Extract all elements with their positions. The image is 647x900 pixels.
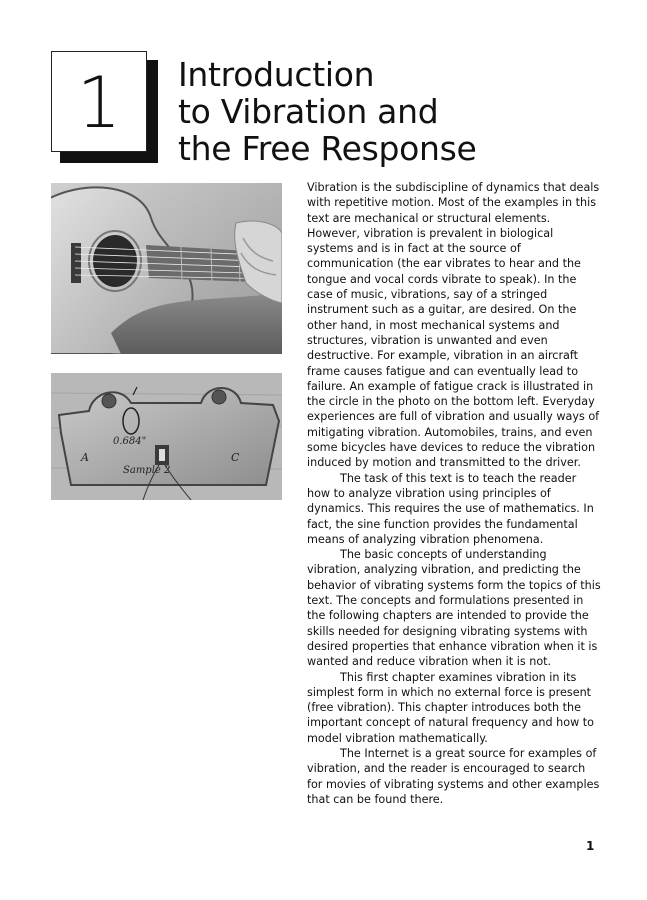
paragraph-3: The basic concepts of understanding vibration, analyzing vibration, and predicting the behavior of vibrating systems form the topics of this text. The concepts and formulations presented in the following chapters are intended to provide the skills needed for designing vibrating systems with desired properties that enhance vibration when it is wanted and reduce vibration when it is not. — [307, 548, 601, 669]
chapter-introduction-text — [307, 180, 601, 807]
page-number: 1 — [586, 839, 595, 853]
fatigue-sample-photo — [51, 373, 282, 500]
chapter-number: 1 — [76, 61, 122, 144]
paragraph-5: The Internet is a great source for examples of vibration, and the reader is encouraged to search for movies of vibrating systems and other examples that can be found there. — [307, 746, 600, 806]
annotation-crack-length: 0.684" — [113, 436, 147, 447]
fatigue-sample-image — [51, 373, 282, 500]
paragraph-4: This first chapter examines vibration in its simplest form in which no external force is present (free vibration). This chapter introduces both the important concept of natural frequency and how to model vibration mathematically. — [307, 670, 595, 745]
annotation-a: A — [81, 451, 89, 464]
chapter-title-line-3: the Free Response — [178, 129, 477, 168]
chapter-title-line-2: to Vibration and — [178, 92, 439, 131]
paragraph-2: The task of this text is to teach the reader how to analyze vibration using principles of dynamics. This requires the use of mathematics. In fact, the sine function provides the fundamental means of analyzing vibration phenomena. — [307, 471, 594, 546]
guitar-photo — [51, 183, 282, 354]
annotation-c: C — [231, 451, 240, 464]
guitar-photo-image — [51, 183, 282, 354]
chapter-title — [178, 56, 618, 167]
annotation-sample: Sample 2 — [123, 465, 171, 476]
chapter-number-box — [51, 51, 147, 152]
chapter-title-line-1: Introduction — [178, 55, 375, 94]
paragraph-1: Vibration is the subdiscipline of dynamics that deals with repetitive motion. Most of the examples in this text are mechanical or structural elements. However, vibration is prevalent in biological systems and is in fact at the source of communication (the ear vibrates to hear and the tongue and vocal cords vibrate to speak). In the case of music, vibrations, say of a stringed instrument such as a guitar, are desired. On the other hand, in most mechanical systems and structures, vibration is unwanted and even destructive. For example, vibration in an aircraft frame causes fatigue and can eventually lead to failure. An example of fatigue crack is illustrated in the circle in the photo on the bottom left. Everyday experiences are full of vibration and usually ways of mitigating vibration. Automobiles, trains, and even some bicycles have devices to reduce the vibration induced by motion and transmitted to the driver. — [307, 181, 600, 470]
